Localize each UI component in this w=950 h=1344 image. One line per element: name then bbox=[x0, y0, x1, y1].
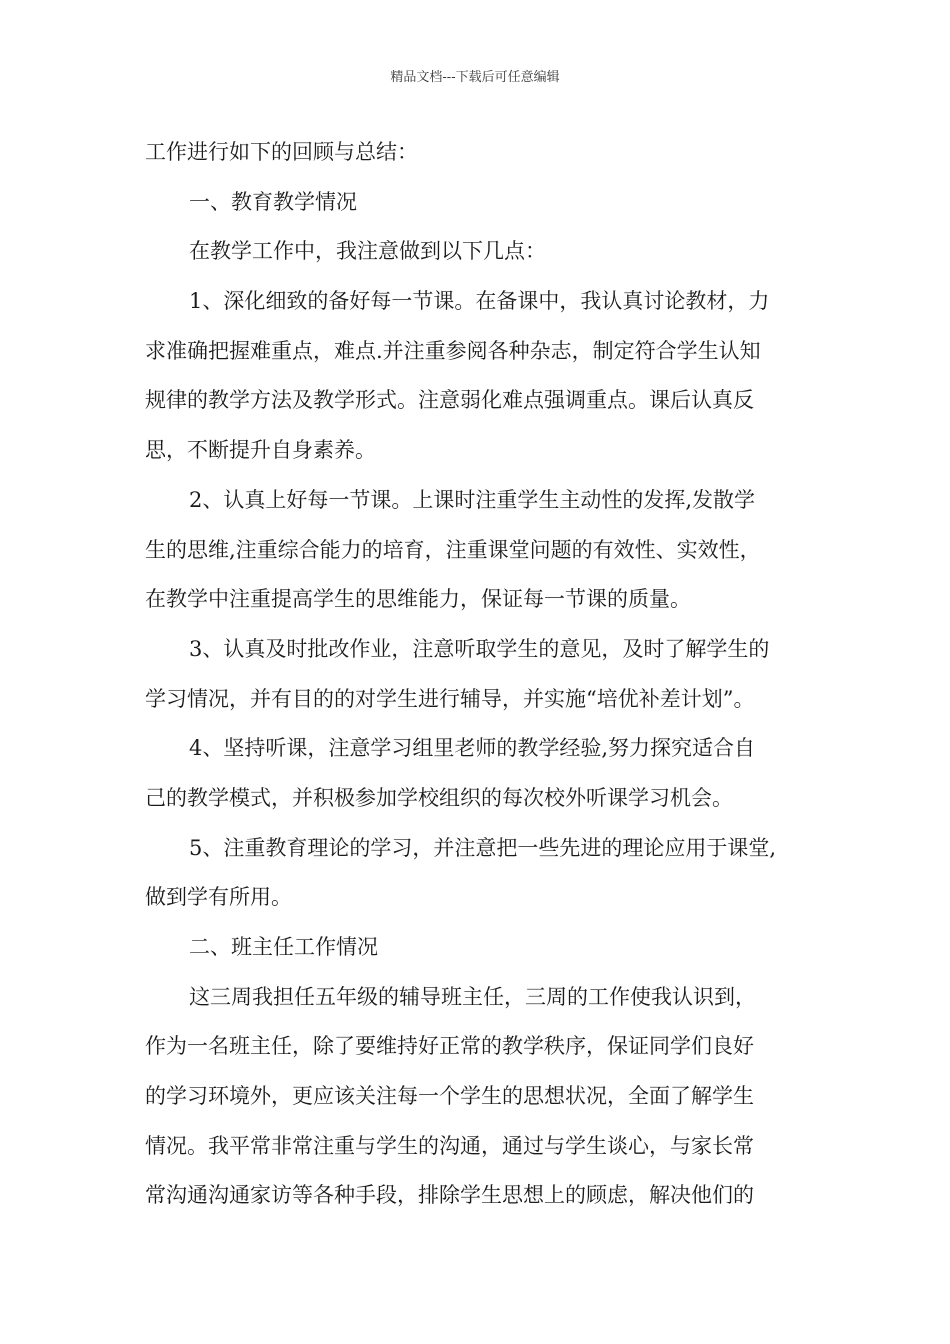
text-line: 3、认真及时批改作业，注意听取学生的意见，及时了解学生的 bbox=[189, 636, 770, 661]
document-body bbox=[145, 128, 810, 1221]
section-heading: 二、班主任工作情况 bbox=[189, 935, 378, 959]
page-header: 精品文档---下载后可任意编辑 bbox=[390, 70, 560, 85]
text-line: 5、注重教育理论的学习，并注意把一些先进的理论应用于课堂, bbox=[189, 835, 777, 860]
text-line: 己的教学模式，并积极参加学校组织的每次校外听课学习机会。 bbox=[145, 785, 733, 810]
text-line: 2、认真上好每一节课。上课时注重学生主动性的发挥,发散学 bbox=[189, 487, 756, 512]
text-line: 的学习环境外，更应该关注每一个学生的思想状况，全面了解学生 bbox=[145, 1084, 754, 1109]
text-line: 求准确把握难重点，难点.并注重参阅各种杂志，制定符合学生认知 bbox=[145, 338, 761, 363]
text-line: 在教学工作中，我注意做到以下几点： bbox=[189, 239, 546, 264]
text-line: 学习情况，并有目的的对学生进行辅导，并实施“培优补差计划”。 bbox=[145, 686, 755, 711]
text-line: 在教学中注重提高学生的思维能力，保证每一节课的质量。 bbox=[145, 587, 691, 612]
text-line: 思，不断提升自身素养。 bbox=[145, 438, 376, 463]
text-line: 这三周我担任五年级的辅导班主任，三周的工作使我认识到， bbox=[189, 984, 756, 1009]
text-line: 作为一名班主任，除了要维持好正常的教学秩序，保证同学们良好 bbox=[145, 1034, 754, 1059]
text-line: 情况。我平常非常注重与学生的沟通，通过与学生谈心，与家长常 bbox=[145, 1133, 754, 1158]
text-line: 常沟通沟通家访等各种手段，排除学生思想上的顾虑，解决他们的 bbox=[145, 1183, 754, 1208]
text-line: 4、坚持听课，注意学习组里老师的教学经验,努力探究适合自 bbox=[189, 736, 756, 761]
text-line: 生的思维,注重综合能力的培育，注重课堂问题的有效性、实效性， bbox=[145, 537, 761, 562]
text-line: 做到学有所用。 bbox=[145, 885, 292, 910]
text-line: 工作进行如下的回顾与总结： bbox=[145, 140, 418, 164]
section-heading: 一、教育教学情况 bbox=[189, 189, 357, 214]
text-line: 1、深化细致的备好每一节课。在备课中，我认真讨论教材，力 bbox=[189, 289, 770, 314]
text-line: 规律的教学方法及教学形式。注意弱化难点强调重点。课后认真反 bbox=[145, 388, 754, 413]
